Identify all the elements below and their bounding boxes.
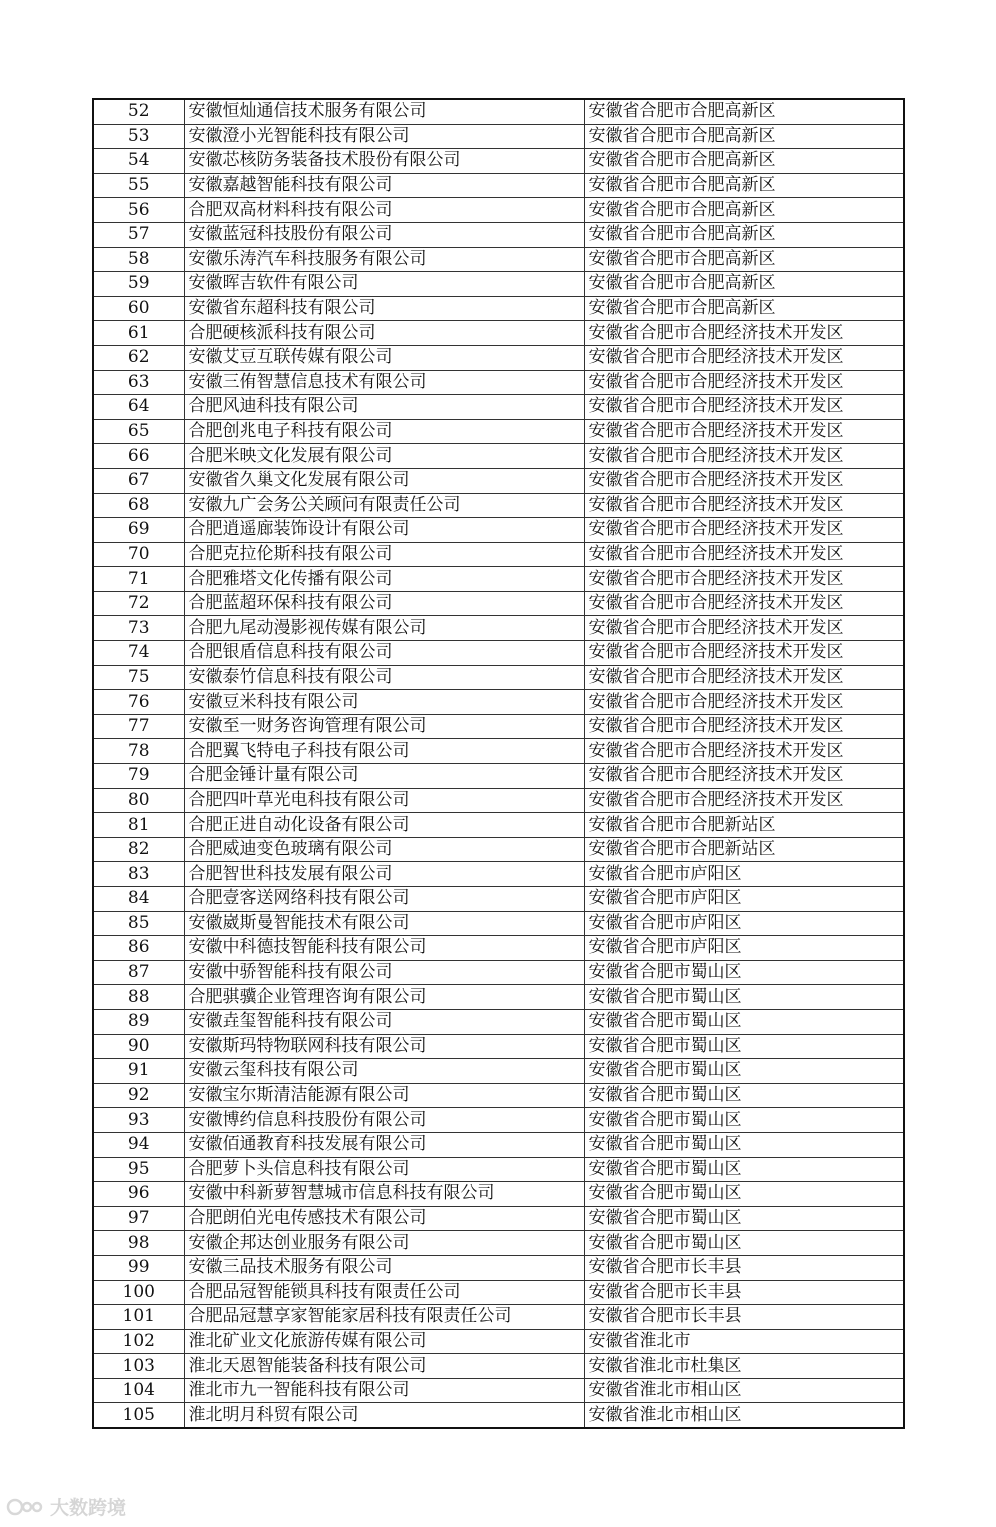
company-location: 安徽省合肥市合肥经济技术开发区	[584, 493, 904, 518]
table-row	[93, 99, 904, 124]
company-name: 淮北市九一智能科技有限公司	[184, 1378, 584, 1403]
table-row	[93, 567, 904, 592]
row-number: 81	[93, 813, 184, 838]
row-number: 100	[93, 1280, 184, 1305]
row-number: 92	[93, 1083, 184, 1108]
table-row	[93, 591, 904, 616]
table-row	[93, 1403, 904, 1428]
company-location: 安徽省合肥市合肥高新区	[584, 173, 904, 198]
table-row	[93, 1182, 904, 1207]
row-number: 77	[93, 714, 184, 739]
table-row	[93, 272, 904, 297]
table-row	[93, 1034, 904, 1059]
company-location: 安徽省合肥市蜀山区	[584, 1108, 904, 1133]
company-location: 安徽省合肥市蜀山区	[584, 1132, 904, 1157]
company-name: 安徽嘉越智能科技有限公司	[184, 173, 584, 198]
row-number: 76	[93, 690, 184, 715]
row-number: 72	[93, 591, 184, 616]
row-number: 80	[93, 788, 184, 813]
table-row	[93, 542, 904, 567]
company-name: 安徽企邦达创业服务有限公司	[184, 1231, 584, 1256]
company-name: 合肥创兆电子科技有限公司	[184, 419, 584, 444]
company-location: 安徽省合肥市合肥经济技术开发区	[584, 345, 904, 370]
row-number: 98	[93, 1231, 184, 1256]
row-number: 94	[93, 1132, 184, 1157]
table-row	[93, 370, 904, 395]
company-name: 安徽中科德技智能科技有限公司	[184, 936, 584, 961]
row-number: 84	[93, 887, 184, 912]
company-name: 安徽泰竹信息科技有限公司	[184, 665, 584, 690]
company-name: 安徽芯核防务装备技术股份有限公司	[184, 149, 584, 174]
company-name: 合肥威迪变色玻璃有限公司	[184, 837, 584, 862]
company-name: 合肥朗伯光电传感技术有限公司	[184, 1206, 584, 1231]
table-row	[93, 124, 904, 149]
company-name: 合肥克拉伦斯科技有限公司	[184, 542, 584, 567]
row-number: 61	[93, 321, 184, 346]
table-body	[93, 99, 904, 1428]
company-location: 安徽省合肥市蜀山区	[584, 1182, 904, 1207]
table-row	[93, 296, 904, 321]
row-number: 83	[93, 862, 184, 887]
row-number: 103	[93, 1354, 184, 1379]
table-row	[93, 444, 904, 469]
row-number: 65	[93, 419, 184, 444]
company-table	[92, 98, 905, 1429]
company-location: 安徽省合肥市合肥新站区	[584, 813, 904, 838]
watermark	[6, 1493, 126, 1520]
company-location: 安徽省合肥市蜀山区	[584, 1231, 904, 1256]
table-row	[93, 468, 904, 493]
row-number: 79	[93, 764, 184, 789]
row-number: 56	[93, 198, 184, 223]
row-number: 96	[93, 1182, 184, 1207]
table-row	[93, 1157, 904, 1182]
table-row	[93, 173, 904, 198]
table-row	[93, 222, 904, 247]
company-name: 淮北天恩智能装备科技有限公司	[184, 1354, 584, 1379]
row-number: 101	[93, 1305, 184, 1330]
row-number: 54	[93, 149, 184, 174]
row-number: 57	[93, 222, 184, 247]
row-number: 85	[93, 911, 184, 936]
company-location: 安徽省合肥市蜀山区	[584, 1083, 904, 1108]
company-location: 安徽省合肥市合肥经济技术开发区	[584, 788, 904, 813]
company-location: 安徽省合肥市蜀山区	[584, 1157, 904, 1182]
company-name: 合肥银盾信息科技有限公司	[184, 641, 584, 666]
table-row	[93, 1206, 904, 1231]
company-name: 合肥壹客送网络科技有限公司	[184, 887, 584, 912]
table-row	[93, 493, 904, 518]
row-number: 88	[93, 985, 184, 1010]
table-row	[93, 1108, 904, 1133]
company-name: 合肥双高材料科技有限公司	[184, 198, 584, 223]
table-row	[93, 1305, 904, 1330]
table-row	[93, 690, 904, 715]
table-row	[93, 936, 904, 961]
table-row	[93, 198, 904, 223]
company-location: 安徽省合肥市合肥经济技术开发区	[584, 764, 904, 789]
table-row	[93, 1083, 904, 1108]
table-row	[93, 1280, 904, 1305]
company-location: 安徽省合肥市合肥高新区	[584, 272, 904, 297]
row-number: 66	[93, 444, 184, 469]
table-row	[93, 1132, 904, 1157]
company-name: 安徽三品技术服务有限公司	[184, 1255, 584, 1280]
company-name: 安徽博约信息科技股份有限公司	[184, 1108, 584, 1133]
table-row	[93, 985, 904, 1010]
table-row	[93, 788, 904, 813]
company-location: 安徽省合肥市合肥经济技术开发区	[584, 370, 904, 395]
company-name: 安徽省东超科技有限公司	[184, 296, 584, 321]
company-location: 安徽省合肥市长丰县	[584, 1255, 904, 1280]
company-name: 合肥翼飞特电子科技有限公司	[184, 739, 584, 764]
company-name: 合肥四叶草光电科技有限公司	[184, 788, 584, 813]
company-location: 安徽省合肥市合肥经济技术开发区	[584, 518, 904, 543]
row-number: 105	[93, 1403, 184, 1428]
company-location: 安徽省淮北市相山区	[584, 1378, 904, 1403]
row-number: 82	[93, 837, 184, 862]
company-name: 安徽斯玛特物联网科技有限公司	[184, 1034, 584, 1059]
company-name: 合肥正进自动化设备有限公司	[184, 813, 584, 838]
row-number: 93	[93, 1108, 184, 1133]
table-row	[93, 837, 904, 862]
company-location: 安徽省合肥市合肥经济技术开发区	[584, 739, 904, 764]
row-number: 78	[93, 739, 184, 764]
row-number: 58	[93, 247, 184, 272]
company-name: 安徽垚玺智能科技有限公司	[184, 1009, 584, 1034]
table-row	[93, 1354, 904, 1379]
table-row	[93, 739, 904, 764]
table-row	[93, 1378, 904, 1403]
table-row	[93, 1059, 904, 1084]
company-location: 安徽省合肥市合肥经济技术开发区	[584, 714, 904, 739]
company-name: 合肥蓝超环保科技有限公司	[184, 591, 584, 616]
row-number: 73	[93, 616, 184, 641]
company-name: 淮北明月科贸有限公司	[184, 1403, 584, 1428]
row-number: 99	[93, 1255, 184, 1280]
table-row	[93, 862, 904, 887]
table-row	[93, 149, 904, 174]
company-name: 合肥品冠智能锁具科技有限责任公司	[184, 1280, 584, 1305]
company-name: 合肥九尾动漫影视传媒有限公司	[184, 616, 584, 641]
table-row	[93, 345, 904, 370]
company-location: 安徽省合肥市合肥高新区	[584, 124, 904, 149]
company-name: 安徽崴斯曼智能技术有限公司	[184, 911, 584, 936]
company-name: 安徽三侑智慧信息技术有限公司	[184, 370, 584, 395]
row-number: 62	[93, 345, 184, 370]
table-row	[93, 1009, 904, 1034]
company-location: 安徽省合肥市合肥经济技术开发区	[584, 542, 904, 567]
company-name: 安徽乐涛汽车科技服务有限公司	[184, 247, 584, 272]
company-location: 安徽省合肥市蜀山区	[584, 1059, 904, 1084]
company-name: 合肥智世科技发展有限公司	[184, 862, 584, 887]
company-name: 安徽宝尔斯清洁能源有限公司	[184, 1083, 584, 1108]
company-name: 安徽佰通教育科技发展有限公司	[184, 1132, 584, 1157]
company-location: 安徽省合肥市庐阳区	[584, 862, 904, 887]
row-number: 53	[93, 124, 184, 149]
company-location: 安徽省合肥市合肥经济技术开发区	[584, 567, 904, 592]
company-location: 安徽省合肥市合肥经济技术开发区	[584, 641, 904, 666]
row-number: 59	[93, 272, 184, 297]
table-row	[93, 395, 904, 420]
company-name: 安徽艾豆互联传媒有限公司	[184, 345, 584, 370]
table-row	[93, 1255, 904, 1280]
company-location: 安徽省合肥市合肥高新区	[584, 247, 904, 272]
row-number: 95	[93, 1157, 184, 1182]
company-name: 合肥雅塔文化传播有限公司	[184, 567, 584, 592]
row-number: 104	[93, 1378, 184, 1403]
company-name: 安徽澄小光智能科技有限公司	[184, 124, 584, 149]
company-location: 安徽省合肥市庐阳区	[584, 911, 904, 936]
company-location: 安徽省淮北市相山区	[584, 1403, 904, 1428]
row-number: 60	[93, 296, 184, 321]
row-number: 68	[93, 493, 184, 518]
company-name: 安徽九广会务公关顾问有限责任公司	[184, 493, 584, 518]
company-location: 安徽省合肥市蜀山区	[584, 1009, 904, 1034]
company-location: 安徽省合肥市合肥高新区	[584, 99, 904, 124]
company-location: 安徽省合肥市合肥经济技术开发区	[584, 591, 904, 616]
row-number: 86	[93, 936, 184, 961]
row-number: 89	[93, 1009, 184, 1034]
row-number: 69	[93, 518, 184, 543]
company-location: 安徽省合肥市合肥高新区	[584, 198, 904, 223]
company-location: 安徽省合肥市长丰县	[584, 1305, 904, 1330]
company-location: 安徽省合肥市庐阳区	[584, 887, 904, 912]
company-name: 合肥硬核派科技有限公司	[184, 321, 584, 346]
row-number: 52	[93, 99, 184, 124]
company-location: 安徽省合肥市合肥经济技术开发区	[584, 419, 904, 444]
table-row	[93, 247, 904, 272]
table-row	[93, 419, 904, 444]
company-location: 安徽省合肥市合肥高新区	[584, 222, 904, 247]
company-location: 安徽省合肥市长丰县	[584, 1280, 904, 1305]
company-name: 安徽云玺科技有限公司	[184, 1059, 584, 1084]
row-number: 91	[93, 1059, 184, 1084]
company-name: 合肥风迪科技有限公司	[184, 395, 584, 420]
company-name: 安徽蓝冠科技股份有限公司	[184, 222, 584, 247]
company-location: 安徽省合肥市合肥经济技术开发区	[584, 665, 904, 690]
table-row	[93, 665, 904, 690]
table-row	[93, 813, 904, 838]
company-location: 安徽省合肥市合肥经济技术开发区	[584, 444, 904, 469]
company-location: 安徽省淮北市杜集区	[584, 1354, 904, 1379]
company-location: 安徽省合肥市蜀山区	[584, 985, 904, 1010]
company-location: 安徽省合肥市合肥经济技术开发区	[584, 321, 904, 346]
company-location: 安徽省合肥市蜀山区	[584, 1206, 904, 1231]
table-row	[93, 887, 904, 912]
company-name: 安徽中科新萝智慧城市信息科技有限公司	[184, 1182, 584, 1207]
company-name: 合肥米映文化发展有限公司	[184, 444, 584, 469]
table-row	[93, 714, 904, 739]
watermark-logo-icon	[6, 1496, 44, 1518]
table-row	[93, 641, 904, 666]
company-location: 安徽省合肥市合肥经济技术开发区	[584, 468, 904, 493]
company-location: 安徽省合肥市蜀山区	[584, 960, 904, 985]
table-row	[93, 518, 904, 543]
company-name: 安徽豆米科技有限公司	[184, 690, 584, 715]
table-row	[93, 321, 904, 346]
company-location: 安徽省合肥市合肥经济技术开发区	[584, 616, 904, 641]
company-location: 安徽省合肥市庐阳区	[584, 936, 904, 961]
company-name: 合肥逍遥廊装饰设计有限公司	[184, 518, 584, 543]
company-location: 安徽省合肥市蜀山区	[584, 1034, 904, 1059]
row-number: 67	[93, 468, 184, 493]
company-name: 淮北矿业文化旅游传媒有限公司	[184, 1329, 584, 1354]
row-number: 74	[93, 641, 184, 666]
row-number: 71	[93, 567, 184, 592]
watermark-text: 大数跨境	[50, 1497, 127, 1519]
table-row	[93, 764, 904, 789]
table-row	[93, 960, 904, 985]
row-number: 63	[93, 370, 184, 395]
company-name: 安徽省久巢文化发展有限公司	[184, 468, 584, 493]
company-name: 安徽晖吉软件有限公司	[184, 272, 584, 297]
company-location: 安徽省合肥市合肥高新区	[584, 149, 904, 174]
row-number: 90	[93, 1034, 184, 1059]
table-row	[93, 616, 904, 641]
table-row	[93, 911, 904, 936]
company-location: 安徽省合肥市合肥经济技术开发区	[584, 690, 904, 715]
company-name: 安徽至一财务咨询管理有限公司	[184, 714, 584, 739]
company-location: 安徽省合肥市合肥高新区	[584, 296, 904, 321]
company-name: 安徽中骄智能科技有限公司	[184, 960, 584, 985]
company-name: 合肥品冠慧享家智能家居科技有限责任公司	[184, 1305, 584, 1330]
table-row	[93, 1231, 904, 1256]
company-location: 安徽省合肥市合肥经济技术开发区	[584, 395, 904, 420]
row-number: 75	[93, 665, 184, 690]
company-name: 安徽恒灿通信技术服务有限公司	[184, 99, 584, 124]
company-location: 安徽省合肥市合肥新站区	[584, 837, 904, 862]
company-name: 合肥金锤计量有限公司	[184, 764, 584, 789]
row-number: 87	[93, 960, 184, 985]
row-number: 102	[93, 1329, 184, 1354]
row-number: 97	[93, 1206, 184, 1231]
company-name: 合肥萝卜头信息科技有限公司	[184, 1157, 584, 1182]
row-number: 55	[93, 173, 184, 198]
table-row	[93, 1329, 904, 1354]
company-name: 合肥骐骥企业管理咨询有限公司	[184, 985, 584, 1010]
company-location: 安徽省淮北市	[584, 1329, 904, 1354]
row-number: 70	[93, 542, 184, 567]
row-number: 64	[93, 395, 184, 420]
